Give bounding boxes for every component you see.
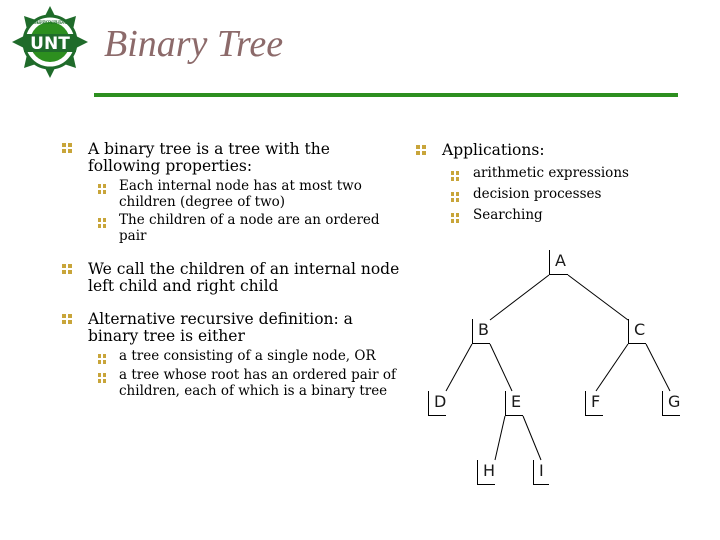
- edge-a-b: [490, 275, 549, 320]
- tree-node-g: G: [662, 391, 680, 416]
- application-item: Searching: [473, 207, 543, 223]
- bullet-recursive-definition: Alternative recursive definition: a binary tree is either: [88, 310, 353, 345]
- application-item: arithmetic expressions: [473, 165, 629, 181]
- sub-bullet-icon: [98, 218, 106, 228]
- bullet-left-right-child: We call the children of an internal node left child and right child: [88, 260, 400, 295]
- tree-node-a: A: [549, 250, 568, 275]
- logo-text: UNT: [30, 34, 70, 54]
- title-divider: [94, 93, 678, 97]
- unt-logo-icon: [10, 4, 90, 80]
- edge-b-e: [490, 344, 512, 391]
- sub-bullet-ordered-pair-children: a tree whose root has an ordered pair of children, each of which is a binary tree: [119, 367, 396, 399]
- slide-title: Binary Tree: [104, 23, 284, 65]
- bullet-binary-tree-definition: A binary tree is a tree with the following properties:: [88, 140, 330, 175]
- edge-b-d: [446, 344, 472, 391]
- sub-bullet-single-node: a tree consisting of a single node, OR: [119, 348, 376, 364]
- sub-bullet-icon: [98, 373, 106, 383]
- sub-bullet-icon: [451, 213, 459, 223]
- tree-node-b: B: [472, 319, 490, 344]
- tree-node-i: I: [533, 460, 549, 485]
- sub-bullet-icon: [98, 354, 106, 364]
- bullet-icon: [62, 143, 72, 153]
- bullet-icon: [62, 264, 72, 274]
- tree-node-c: C: [628, 319, 646, 344]
- application-item: decision processes: [473, 186, 602, 202]
- edge-c-g: [646, 344, 670, 391]
- edge-e-h: [495, 416, 505, 460]
- bullet-icon: [62, 314, 72, 324]
- edge-e-i: [523, 416, 541, 460]
- logo-ring-text: UNIVERSITY OF NORTH TEXAS: [33, 20, 67, 25]
- tree-node-h: H: [477, 460, 495, 485]
- sub-bullet-icon: [451, 171, 459, 181]
- edge-c-f: [596, 344, 628, 391]
- sub-bullet-icon: [98, 184, 106, 194]
- sub-bullet-internal-node: Each internal node has at most two children (degree of two): [119, 178, 362, 210]
- edge-a-c: [568, 275, 628, 320]
- tree-node-e: E: [505, 391, 523, 416]
- bullet-icon: [416, 145, 426, 155]
- sub-bullet-icon: [451, 192, 459, 202]
- tree-node-d: D: [428, 391, 446, 416]
- sub-bullet-ordered-pair: The children of a node are an ordered pair: [119, 212, 380, 244]
- applications-heading: Applications:: [442, 141, 545, 159]
- tree-node-f: F: [585, 391, 603, 416]
